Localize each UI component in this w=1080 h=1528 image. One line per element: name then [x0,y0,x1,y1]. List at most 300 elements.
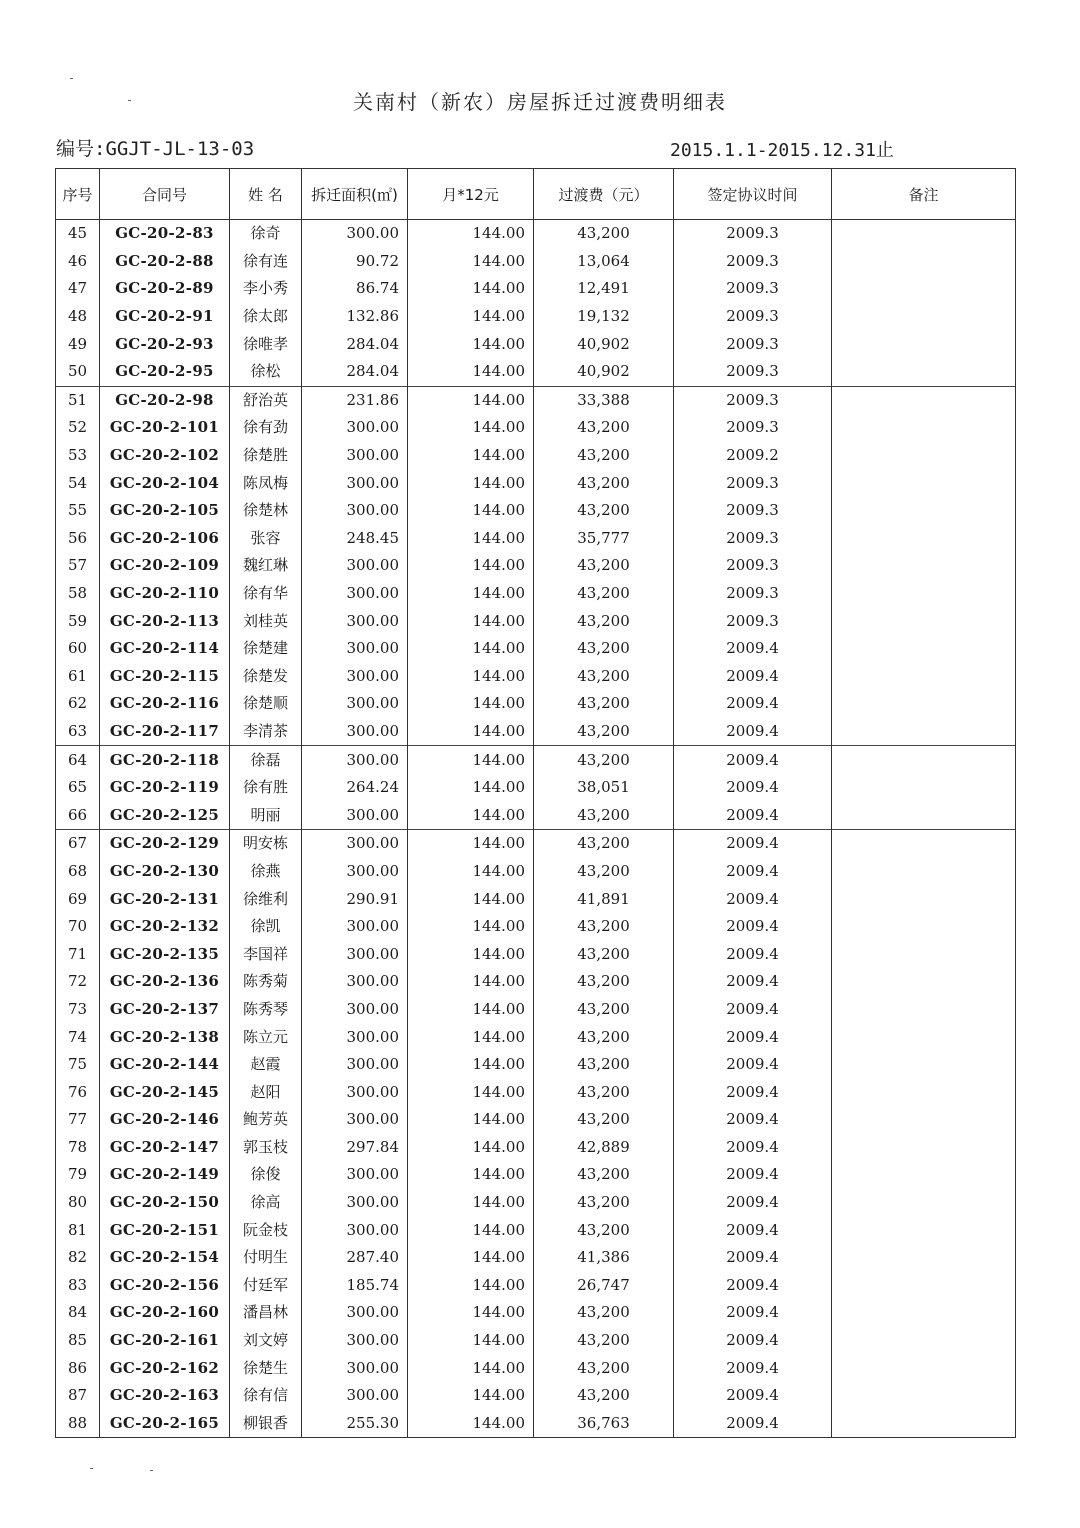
contract-no-cell: GC-20-2-83 [100,220,230,248]
table-row [56,552,1016,580]
table-row [56,386,1016,414]
row-index-cell: 60 [56,635,100,663]
table-row [56,858,1016,886]
resident-name-cell: 徐楚生 [230,1354,302,1382]
row-index-cell: 64 [56,746,100,774]
table-row [56,1327,1016,1355]
remarks-cell [832,913,1016,941]
remarks-cell [832,497,1016,525]
table-row [56,1299,1016,1327]
monthly-rate-cell: 144.00 [408,1051,534,1079]
monthly-rate-cell: 144.00 [408,885,534,913]
agreement-date-cell: 2009.4 [674,1134,832,1162]
demolition-area-cell: 300.00 [302,690,408,718]
table-row [56,330,1016,358]
monthly-rate-cell: 144.00 [408,1244,534,1272]
contract-no-cell: GC-20-2-117 [100,718,230,746]
contract-no-cell: GC-20-2-95 [100,358,230,386]
monthly-rate-cell: 144.00 [408,220,534,248]
resident-name-cell: 刘文婷 [230,1327,302,1355]
agreement-date-cell: 2009.4 [674,746,832,774]
agreement-date-cell: 2009.3 [674,414,832,442]
contract-no-cell: GC-20-2-151 [100,1216,230,1244]
table-row [56,414,1016,442]
remarks-cell [832,801,1016,829]
transition-fee-cell: 41,891 [534,885,674,913]
monthly-rate-cell: 144.00 [408,580,534,608]
transition-fee-cell: 43,200 [534,607,674,635]
demolition-area-cell: 300.00 [302,1189,408,1217]
table-row [56,1134,1016,1162]
agreement-date-cell: 2009.4 [674,635,832,663]
table-row [56,801,1016,829]
row-index-cell: 88 [56,1410,100,1438]
demolition-area-cell: 300.00 [302,718,408,746]
resident-name-cell: 徐唯孝 [230,330,302,358]
remarks-cell [832,663,1016,691]
remarks-cell [832,690,1016,718]
demolition-area-cell: 290.91 [302,885,408,913]
remarks-cell [832,414,1016,442]
transition-fee-cell: 43,200 [534,940,674,968]
demolition-area-cell: 300.00 [302,1216,408,1244]
date-period: 2015.1.1-2015.12.31止 [670,140,894,161]
resident-name-cell: 赵霞 [230,1051,302,1079]
monthly-rate-cell: 144.00 [408,1134,534,1162]
demolition-area-cell: 231.86 [302,386,408,414]
resident-name-cell: 付廷军 [230,1272,302,1300]
resident-name-cell: 刘桂英 [230,607,302,635]
table-row [56,275,1016,303]
table-row [56,580,1016,608]
agreement-date-cell: 2009.4 [674,1051,832,1079]
agreement-date-cell: 2009.4 [674,1161,832,1189]
agreement-date-cell: 2009.3 [674,275,832,303]
table-row [56,996,1016,1024]
demolition-area-cell: 300.00 [302,968,408,996]
agreement-date-cell: 2009.4 [674,996,832,1024]
demolition-area-cell: 284.04 [302,358,408,386]
scan-speck [70,78,73,79]
agreement-date-cell: 2009.4 [674,940,832,968]
row-index-cell: 68 [56,858,100,886]
row-index-cell: 71 [56,940,100,968]
transition-fee-cell: 13,064 [534,248,674,276]
table-row [56,663,1016,691]
agreement-date-cell: 2009.2 [674,442,832,470]
transition-fee-cell: 43,200 [534,1023,674,1051]
transition-fee-cell: 43,200 [534,996,674,1024]
contract-no-cell: GC-20-2-160 [100,1299,230,1327]
agreement-date-cell: 2009.4 [674,1327,832,1355]
row-index-cell: 63 [56,718,100,746]
monthly-rate-cell: 144.00 [408,442,534,470]
demolition-area-cell: 300.00 [302,858,408,886]
remarks-cell [832,552,1016,580]
monthly-rate-cell: 144.00 [408,913,534,941]
remarks-cell [832,858,1016,886]
monthly-rate-cell: 144.00 [408,414,534,442]
table-row [56,774,1016,802]
resident-name-cell: 徐太郎 [230,303,302,331]
transition-fee-cell: 43,200 [534,414,674,442]
table-row [56,248,1016,276]
remarks-cell [832,968,1016,996]
table-row [56,635,1016,663]
monthly-rate-cell: 144.00 [408,469,534,497]
row-index-cell: 77 [56,1106,100,1134]
agreement-date-cell: 2009.3 [674,497,832,525]
header-transition-fee: 过渡费（元） [534,169,674,220]
contract-no-cell: GC-20-2-162 [100,1354,230,1382]
monthly-rate-cell: 144.00 [408,1189,534,1217]
resident-name-cell: 徐燕 [230,858,302,886]
remarks-cell [832,940,1016,968]
header-contract-no: 合同号 [100,169,230,220]
resident-name-cell: 陈秀菊 [230,968,302,996]
agreement-date-cell: 2009.3 [674,358,832,386]
row-index-cell: 59 [56,607,100,635]
monthly-rate-cell: 144.00 [408,968,534,996]
resident-name-cell: 徐楚发 [230,663,302,691]
remarks-cell [832,1161,1016,1189]
transition-fee-cell: 43,200 [534,913,674,941]
monthly-rate-cell: 144.00 [408,718,534,746]
remarks-cell [832,1327,1016,1355]
contract-no-cell: GC-20-2-98 [100,386,230,414]
row-index-cell: 73 [56,996,100,1024]
contract-no-cell: GC-20-2-129 [100,830,230,858]
demolition-area-cell: 300.00 [302,1078,408,1106]
row-index-cell: 50 [56,358,100,386]
row-index-cell: 67 [56,830,100,858]
row-index-cell: 66 [56,801,100,829]
monthly-rate-cell: 144.00 [408,690,534,718]
transition-fee-cell: 40,902 [534,330,674,358]
resident-name-cell: 明丽 [230,801,302,829]
row-index-cell: 78 [56,1134,100,1162]
agreement-date-cell: 2009.3 [674,220,832,248]
table-row [56,1078,1016,1106]
remarks-cell [832,525,1016,553]
row-index-cell: 69 [56,885,100,913]
remarks-cell [832,1134,1016,1162]
remarks-cell [832,885,1016,913]
resident-name-cell: 李国祥 [230,940,302,968]
contract-no-cell: GC-20-2-144 [100,1051,230,1079]
remarks-cell [832,580,1016,608]
table-row [56,830,1016,858]
agreement-date-cell: 2009.4 [674,1354,832,1382]
agreement-date-cell: 2009.4 [674,1106,832,1134]
demolition-area-cell: 255.30 [302,1410,408,1438]
table-row [56,913,1016,941]
row-index-cell: 70 [56,913,100,941]
monthly-rate-cell: 144.00 [408,1327,534,1355]
table-row [56,1106,1016,1134]
demolition-area-cell: 300.00 [302,580,408,608]
row-index-cell: 72 [56,968,100,996]
resident-name-cell: 徐有连 [230,248,302,276]
remarks-cell [832,1216,1016,1244]
resident-name-cell: 陈秀琴 [230,996,302,1024]
header-row [56,169,1016,220]
row-index-cell: 83 [56,1272,100,1300]
demolition-area-cell: 300.00 [302,940,408,968]
monthly-rate-cell: 144.00 [408,386,534,414]
agreement-date-cell: 2009.3 [674,386,832,414]
monthly-rate-cell: 144.00 [408,1106,534,1134]
resident-name-cell: 徐高 [230,1189,302,1217]
header-name: 姓 名 [230,169,302,220]
table-row [56,1051,1016,1079]
remarks-cell [832,442,1016,470]
transition-fee-cell: 43,200 [534,552,674,580]
contract-no-cell: GC-20-2-163 [100,1382,230,1410]
row-index-cell: 53 [56,442,100,470]
transition-fee-cell: 43,200 [534,1299,674,1327]
contract-no-cell: GC-20-2-115 [100,663,230,691]
contract-no-cell: GC-20-2-93 [100,330,230,358]
monthly-rate-cell: 144.00 [408,663,534,691]
header-monthly-rate: 月*12元 [408,169,534,220]
contract-no-cell: GC-20-2-102 [100,442,230,470]
row-index-cell: 81 [56,1216,100,1244]
row-index-cell: 49 [56,330,100,358]
transition-fee-cell: 43,200 [534,580,674,608]
remarks-cell [832,746,1016,774]
transition-fee-cell: 43,200 [534,1051,674,1079]
resident-name-cell: 柳银香 [230,1410,302,1438]
table-row [56,1216,1016,1244]
contract-no-cell: GC-20-2-101 [100,414,230,442]
row-index-cell: 74 [56,1023,100,1051]
table-row [56,303,1016,331]
monthly-rate-cell: 144.00 [408,1216,534,1244]
transition-fee-cell: 43,200 [534,1161,674,1189]
table-row [56,442,1016,470]
monthly-rate-cell: 144.00 [408,774,534,802]
remarks-cell [832,996,1016,1024]
contract-no-cell: GC-20-2-135 [100,940,230,968]
transition-fee-cell: 43,200 [534,635,674,663]
resident-name-cell: 徐楚顺 [230,690,302,718]
transition-fee-cell: 43,200 [534,220,674,248]
contract-no-cell: GC-20-2-161 [100,1327,230,1355]
resident-name-cell: 徐凯 [230,913,302,941]
contract-no-cell: GC-20-2-116 [100,690,230,718]
demolition-area-cell: 300.00 [302,442,408,470]
resident-name-cell: 徐楚建 [230,635,302,663]
demolition-area-cell: 300.00 [302,1023,408,1051]
remarks-cell [832,1023,1016,1051]
demolition-area-cell: 300.00 [302,1051,408,1079]
table-row [56,1354,1016,1382]
scan-speck [90,1468,93,1469]
contract-no-cell: GC-20-2-125 [100,801,230,829]
document-code: 编号:GGJT-JL-13-03 [56,138,255,160]
row-index-cell: 52 [56,414,100,442]
row-index-cell: 48 [56,303,100,331]
monthly-rate-cell: 144.00 [408,858,534,886]
contract-no-cell: GC-20-2-130 [100,858,230,886]
demolition-area-cell: 300.00 [302,1161,408,1189]
remarks-cell [832,607,1016,635]
contract-no-cell: GC-20-2-118 [100,746,230,774]
contract-no-cell: GC-20-2-106 [100,525,230,553]
demolition-area-cell: 300.00 [302,635,408,663]
table-row [56,469,1016,497]
resident-name-cell: 付明生 [230,1244,302,1272]
remarks-cell [832,275,1016,303]
table-row [56,968,1016,996]
demolition-area-cell: 300.00 [302,1106,408,1134]
monthly-rate-cell: 144.00 [408,830,534,858]
header-index: 序号 [56,169,100,220]
demolition-area-cell: 300.00 [302,996,408,1024]
monthly-rate-cell: 144.00 [408,940,534,968]
agreement-date-cell: 2009.4 [674,1244,832,1272]
transition-fee-cell: 12,491 [534,275,674,303]
row-index-cell: 85 [56,1327,100,1355]
resident-name-cell: 徐俊 [230,1161,302,1189]
contract-no-cell: GC-20-2-137 [100,996,230,1024]
agreement-date-cell: 2009.4 [674,1410,832,1438]
contract-no-cell: GC-20-2-147 [100,1134,230,1162]
row-index-cell: 76 [56,1078,100,1106]
transition-fee-cell: 43,200 [534,1078,674,1106]
resident-name-cell: 郭玉枝 [230,1134,302,1162]
resident-name-cell: 徐楚胜 [230,442,302,470]
resident-name-cell: 阮金枝 [230,1216,302,1244]
transition-fee-cell: 43,200 [534,718,674,746]
table-row [56,1410,1016,1438]
demolition-area-cell: 284.04 [302,330,408,358]
resident-name-cell: 赵阳 [230,1078,302,1106]
resident-name-cell: 陈凤梅 [230,469,302,497]
demolition-area-cell: 90.72 [302,248,408,276]
remarks-cell [832,774,1016,802]
transition-fee-cell: 43,200 [534,858,674,886]
row-index-cell: 86 [56,1354,100,1382]
demolition-area-cell: 248.45 [302,525,408,553]
resident-name-cell: 陈立元 [230,1023,302,1051]
transition-fee-cell: 43,200 [534,830,674,858]
resident-name-cell: 徐有胜 [230,774,302,802]
remarks-cell [832,830,1016,858]
resident-name-cell: 鲍芳英 [230,1106,302,1134]
resident-name-cell: 明安栋 [230,830,302,858]
monthly-rate-cell: 144.00 [408,1161,534,1189]
agreement-date-cell: 2009.3 [674,303,832,331]
agreement-date-cell: 2009.3 [674,607,832,635]
contract-no-cell: GC-20-2-109 [100,552,230,580]
transition-fee-cell: 43,200 [534,1106,674,1134]
row-index-cell: 87 [56,1382,100,1410]
contract-no-cell: GC-20-2-132 [100,913,230,941]
resident-name-cell: 徐磊 [230,746,302,774]
resident-name-cell: 徐有信 [230,1382,302,1410]
demolition-area-cell: 300.00 [302,746,408,774]
table-row [56,746,1016,774]
demolition-area-cell: 287.40 [302,1244,408,1272]
resident-name-cell: 徐有华 [230,580,302,608]
demolition-area-cell: 300.00 [302,1327,408,1355]
agreement-date-cell: 2009.4 [674,774,832,802]
row-index-cell: 58 [56,580,100,608]
row-index-cell: 57 [56,552,100,580]
monthly-rate-cell: 144.00 [408,607,534,635]
remarks-cell [832,248,1016,276]
row-index-cell: 80 [56,1189,100,1217]
transition-fee-cell: 43,200 [534,690,674,718]
transition-fee-cell: 43,200 [534,746,674,774]
monthly-rate-cell: 144.00 [408,996,534,1024]
table-row [56,497,1016,525]
agreement-date-cell: 2009.4 [674,830,832,858]
agreement-date-cell: 2009.4 [674,1216,832,1244]
demolition-area-cell: 300.00 [302,414,408,442]
table-row [56,1189,1016,1217]
transition-fee-cell: 43,200 [534,801,674,829]
monthly-rate-cell: 144.00 [408,1410,534,1438]
row-index-cell: 55 [56,497,100,525]
transition-fee-cell: 35,777 [534,525,674,553]
table-row [56,525,1016,553]
agreement-date-cell: 2009.4 [674,663,832,691]
resident-name-cell: 潘昌林 [230,1299,302,1327]
table-row [56,1161,1016,1189]
fee-table-container [55,168,1015,1438]
remarks-cell [832,330,1016,358]
contract-no-cell: GC-20-2-149 [100,1161,230,1189]
transition-fee-cell: 43,200 [534,1327,674,1355]
contract-no-cell: GC-20-2-105 [100,497,230,525]
table-row [56,690,1016,718]
demolition-area-cell: 300.00 [302,1382,408,1410]
table-row [56,607,1016,635]
transition-fee-cell: 43,200 [534,497,674,525]
monthly-rate-cell: 144.00 [408,497,534,525]
contract-no-cell: GC-20-2-145 [100,1078,230,1106]
monthly-rate-cell: 144.00 [408,635,534,663]
resident-name-cell: 徐有劲 [230,414,302,442]
remarks-cell [832,1272,1016,1300]
page-title: 关南村（新农）房屋拆迁过渡费明细表 [353,90,727,114]
row-index-cell: 61 [56,663,100,691]
transition-fee-cell: 41,386 [534,1244,674,1272]
agreement-date-cell: 2009.4 [674,1382,832,1410]
row-index-cell: 54 [56,469,100,497]
row-index-cell: 46 [56,248,100,276]
demolition-area-cell: 300.00 [302,220,408,248]
resident-name-cell: 徐奇 [230,220,302,248]
agreement-date-cell: 2009.4 [674,801,832,829]
table-header [56,169,1016,220]
header-area: 拆迁面积(㎡) [302,169,408,220]
contract-no-cell: GC-20-2-131 [100,885,230,913]
remarks-cell [832,358,1016,386]
contract-no-cell: GC-20-2-138 [100,1023,230,1051]
remarks-cell [832,1051,1016,1079]
monthly-rate-cell: 144.00 [408,330,534,358]
demolition-area-cell: 300.00 [302,1299,408,1327]
row-index-cell: 79 [56,1161,100,1189]
monthly-rate-cell: 144.00 [408,248,534,276]
contract-no-cell: GC-20-2-91 [100,303,230,331]
transition-fee-cell: 43,200 [534,1189,674,1217]
row-index-cell: 45 [56,220,100,248]
